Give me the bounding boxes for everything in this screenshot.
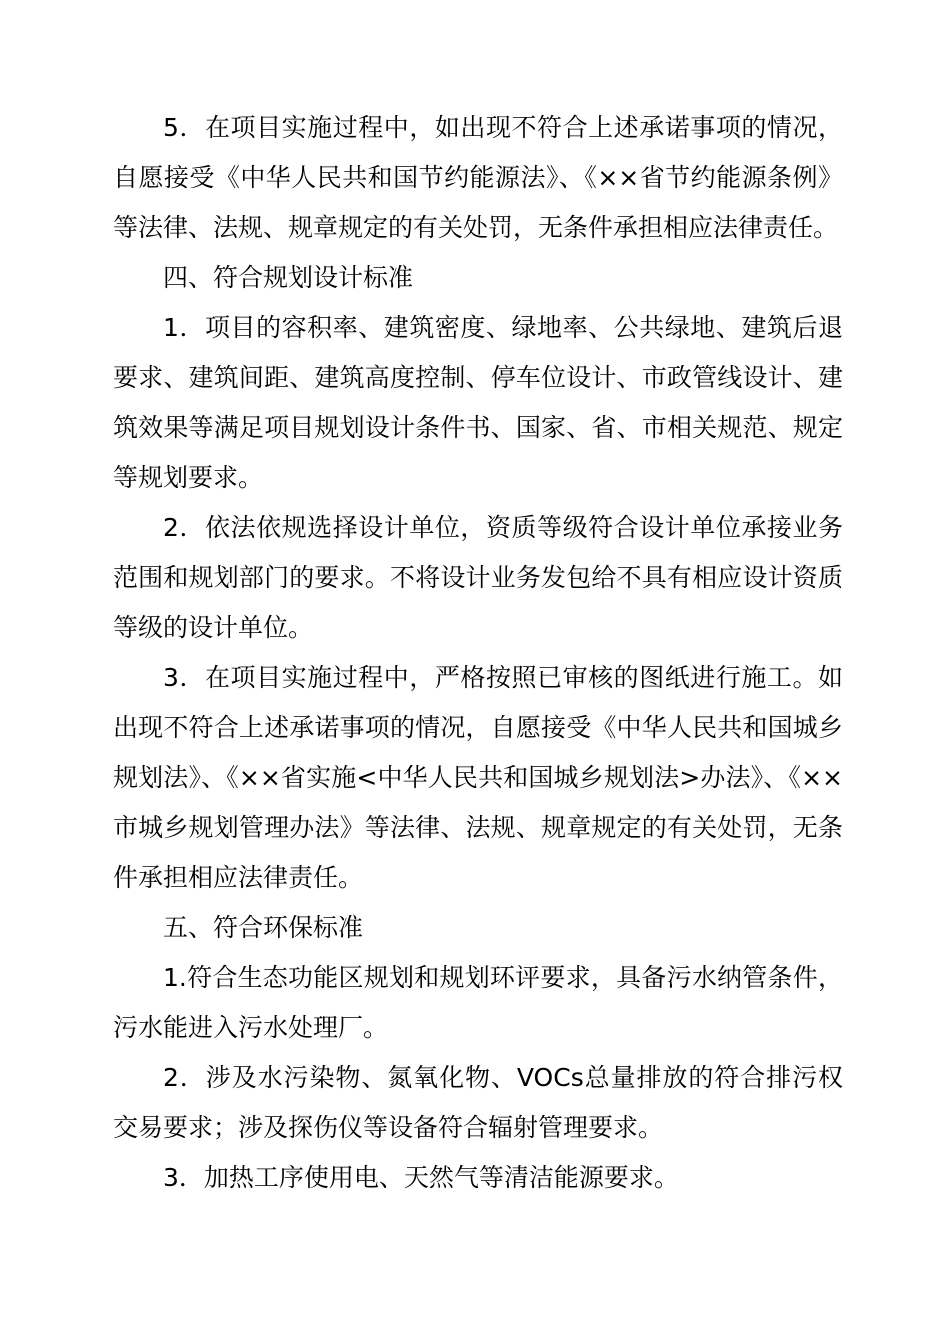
paragraph-energy-penalty: 5．在项目实施过程中，如出现不符合上述承诺事项的情况，自愿接受《中华人民共和国节约能源法》、《××省节约能源条例》等法律、法规、规章规定的有关处罚，无条件承担相应法律责任。 bbox=[113, 113, 843, 242]
paragraph-planning-penalty: 3．在项目实施过程中，严格按照已审核的图纸进行施工。如出现不符合上述承诺事项的情况，自愿接受《中华人民共和国城乡规划法》、《××省实施<中华人民共和国城乡规划法>办法》、《××市城乡规划管理办法》等法律、法规、规章规定的有关处罚，无条件承担相应法律责任。 bbox=[113, 663, 843, 892]
paragraph-eco-zone: 1.符合生态功能区规划和规划环评要求，具备污水纳管条件，污水能进入污水处理厂。 bbox=[113, 963, 843, 1042]
paragraph-design-unit: 2．依法依规选择设计单位，资质等级符合设计单位承接业务范围和规划部门的要求。不将设计业务发包给不具有相应设计资质等级的设计单位。 bbox=[113, 513, 843, 642]
paragraph-planning-indicators: 1．项目的容积率、建筑密度、绿地率、公共绿地、建筑后退要求、建筑间距、建筑高度控制、停车位设计、市政管线设计、建筑效果等满足项目规划设计条件书、国家、省、市相关规范、规定等规划要求。 bbox=[113, 313, 843, 492]
paragraph-clean-energy: 3．加热工序使用电、天然气等清洁能源要求。 bbox=[163, 1163, 679, 1192]
section-heading-planning: 四、符合规划设计标准 bbox=[163, 263, 414, 292]
paragraph-emissions: 2．涉及水污染物、氮氧化物、VOCs总量排放的符合排污权交易要求；涉及探伤仪等设备符合辐射管理要求。 bbox=[113, 1063, 843, 1142]
section-heading-environment: 五、符合环保标准 bbox=[163, 913, 364, 942]
document-body bbox=[113, 103, 843, 1203]
